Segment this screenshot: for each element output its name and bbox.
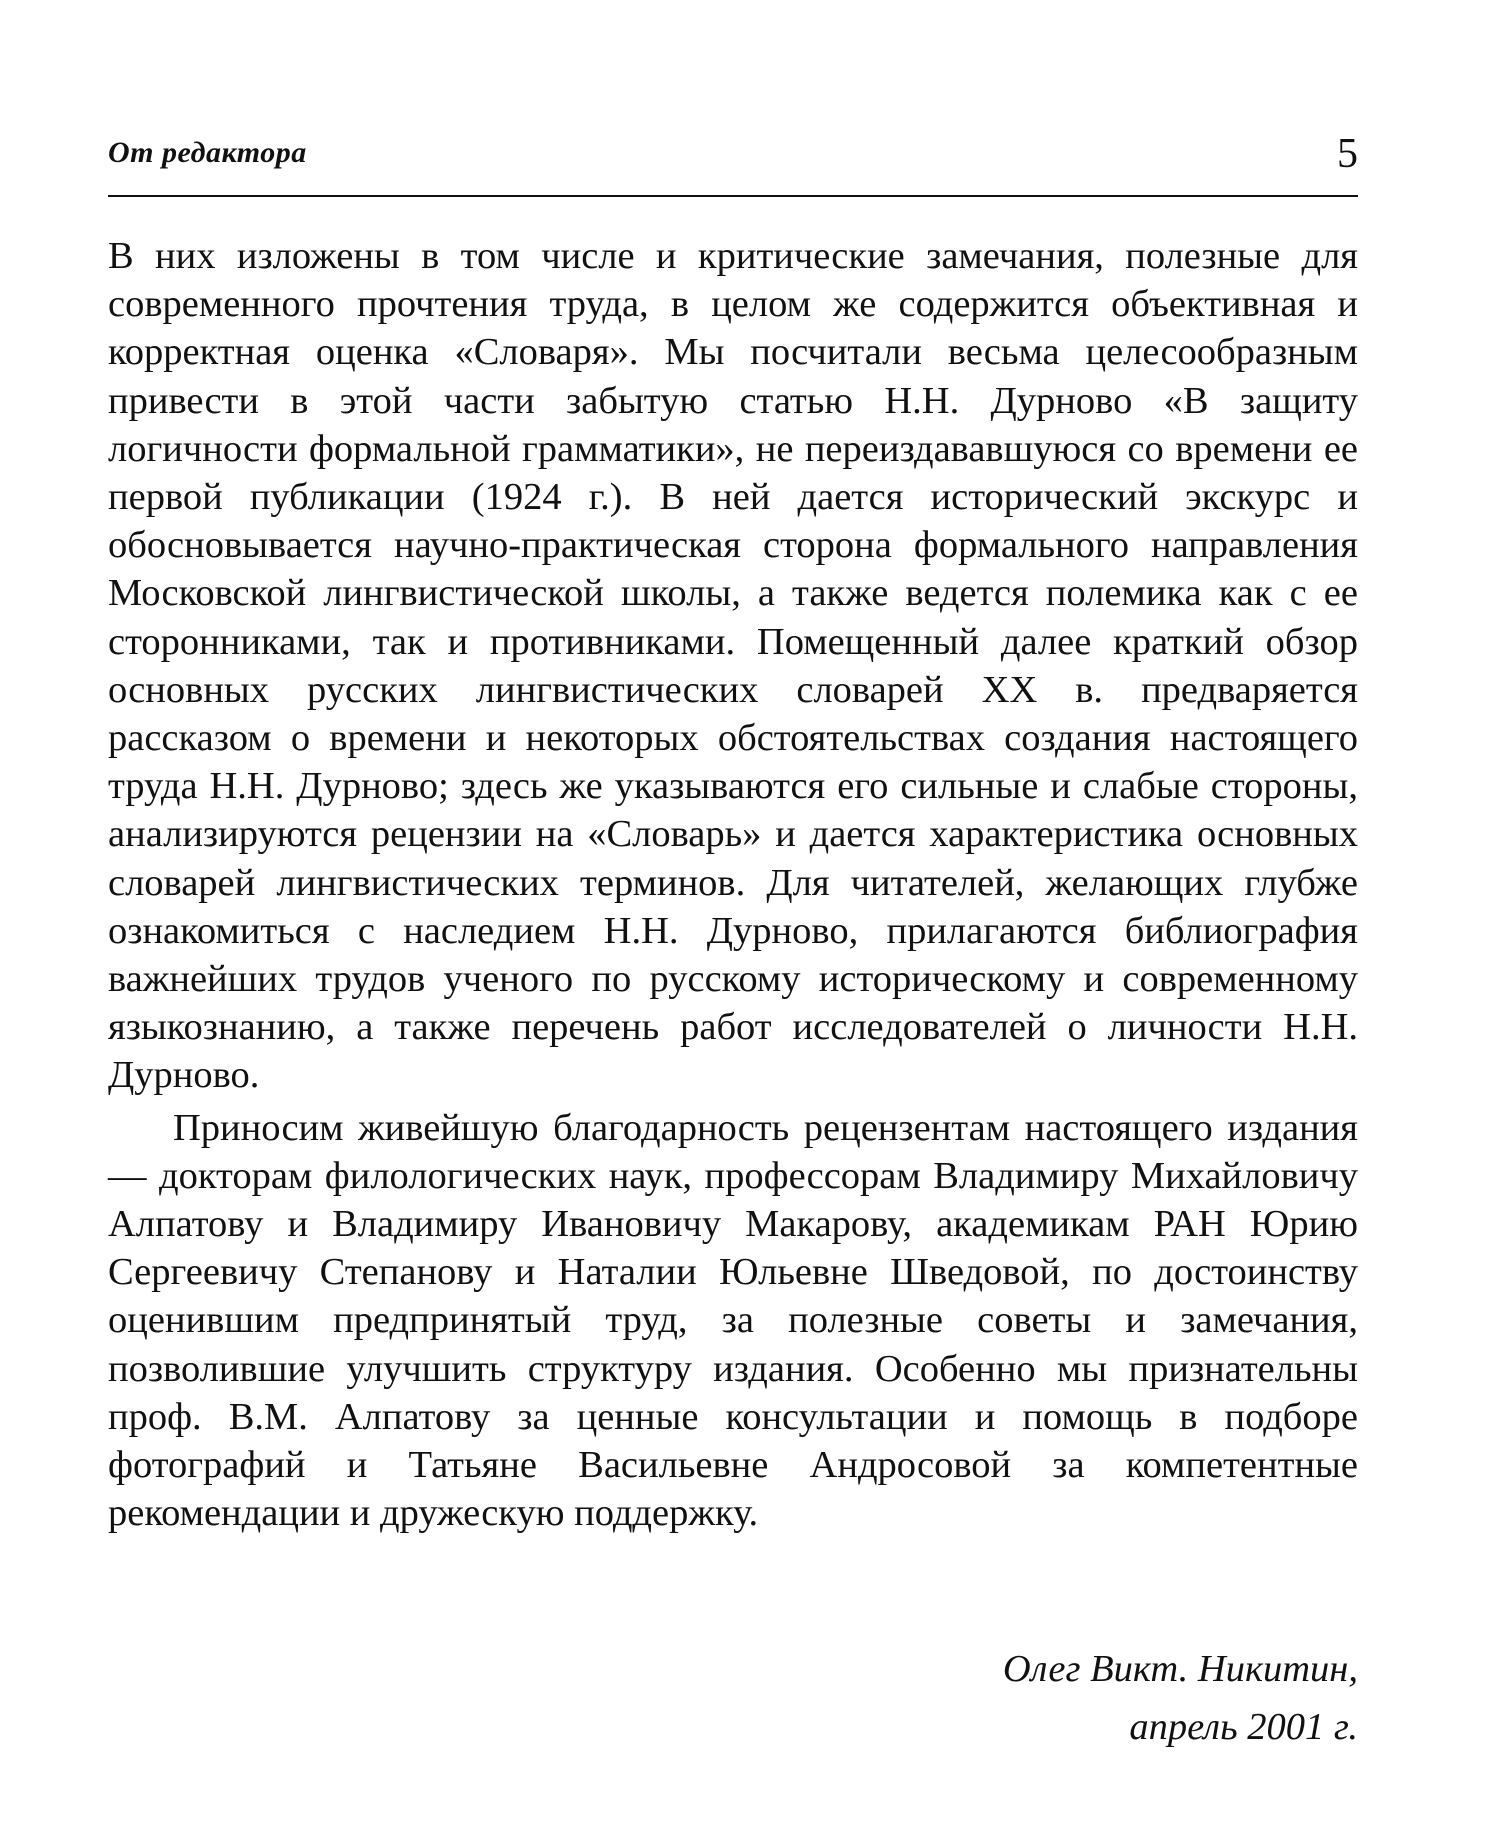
- signature-date: апрель 2001 г.: [1129, 1706, 1358, 1748]
- paragraph-2: Приносим живейшую благодарность рецензентам настоящего издания — докторам филологических наук, профессорам Владимиру Михайловичу Алпатову и Владимиру Ивановичу Макарову, академикам РАН Юрию Сергеевичу Степанову и Наталии Юльевне Шведовой, по достоинству оценившим предпринятый труд, за полезные советы и замечания, позволившие улучшить структуру издания. Особенно мы признательны проф. В.М. Алпатову за ценные консультации и помощь в подборе фотографий и Татьяне Васильевне Андросовой за компетентные рекомендации и дружескую поддержку.: [108, 1106, 1358, 1535]
- paragraph-1: В них изложены в том числе и критические замечания, полезные для современного прочтения труда, в целом же содержится объективная и корректная оценка «Словаря». Мы посчитали весьма целесообразным привести в этой части забытую статью Н.Н. Дурново «В защиту логичности формальной грамматики», не переиздававшуюся со времени ее первой публикации (1924 г.). В ней дается исторический экскурс и обосновывается научно-практическая сторона формального направления Московской лингвистической школы, а также ведется полемика как с ее сторонниками, так и противниками. Помещенный далее краткий обзор основных русских лингвистических словарей XX в. предваряется рассказом о времени и некоторых обстоятельствах создания настоящего труда Н.Н. Дурново; здесь же указываются его сильные и слабые стороны, анализируются рецензии на «Словарь» и дается характеристика основных словарей лингвистических терминов. Для читателей, желающих глубже ознакомиться с наследием Н.Н. Дурново, прилагаются библиография важнейших трудов ученого по русскому историческому и современному языкознанию, а также перечень работ исследователей о личности Н.Н. Дурново.: [108, 235, 1358, 1097]
- running-head: [108, 130, 1358, 190]
- signature-author: Олег Викт. Никитин,: [1002, 1648, 1358, 1690]
- body-text: [108, 232, 1358, 1537]
- signature: [1003, 1640, 1358, 1756]
- running-title: От редактора: [108, 136, 307, 169]
- page-number: 5: [1337, 131, 1358, 177]
- header-divider: [108, 195, 1358, 197]
